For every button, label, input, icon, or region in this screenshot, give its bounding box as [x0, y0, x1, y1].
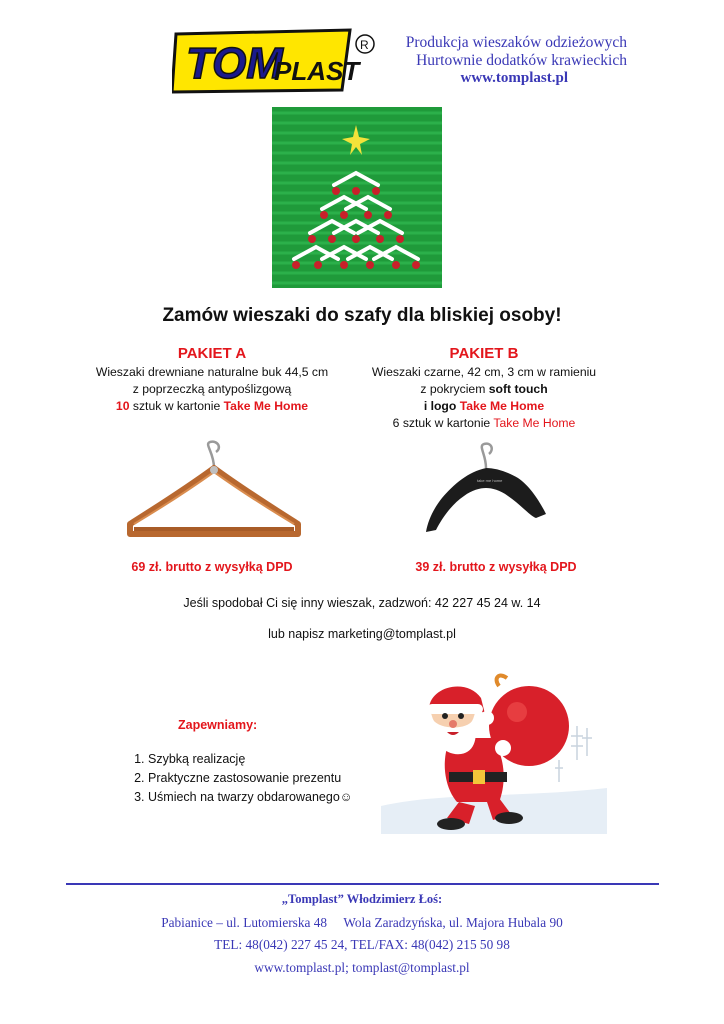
footer-company: „Tomplast” Włodzimierz Łoś:: [281, 892, 443, 906]
wooden-hanger-icon: [124, 438, 304, 542]
package-b-qty-text: 6 sztuk w kartonie: [392, 416, 494, 430]
package-b-desc-3: [334, 398, 634, 415]
assure-item: 3. Uśmiech na twarzy obdarowanego☺: [148, 788, 353, 807]
package-a: [62, 345, 362, 415]
footer-address: Pabianice – ul. Lutomierska 48 Wola Zaradzyńska, ul. Majora Hubala 90: [161, 915, 563, 930]
package-a-title: PAKIET A: [177, 345, 247, 362]
package-b-brand: Take Me Home: [459, 399, 545, 413]
header-tagline-1: Produkcja wieszaków odzieżowych: [405, 34, 627, 51]
header-tagline-2: Hurtownie dodatków krawieckich: [416, 52, 627, 69]
package-b-desc-2-prefix: z pokryciem: [420, 382, 489, 396]
tomplast-logo: [172, 26, 380, 94]
package-b-desc-3-prefix: i logo: [423, 399, 460, 413]
package-a-brand: Take Me Home: [223, 399, 309, 413]
package-a-desc-1: Wieszaki drewniane naturalne buk 44,5 cm: [95, 365, 329, 379]
package-b-desc-4: [334, 415, 634, 432]
package-b: [334, 345, 634, 432]
package-a-qty: 10: [115, 399, 130, 413]
assure-title: Zapewniamy:: [178, 718, 258, 732]
footer-divider: [66, 883, 659, 885]
package-a-desc-2: z poprzeczką antypoślizgową: [132, 382, 292, 396]
contact-phone-line: Jeśli spodobał Ci się inny wieszak, zadzwoń: 42 227 45 24 w. 14: [183, 596, 541, 610]
package-b-brand-2: Take Me Home: [493, 416, 576, 430]
footer-phone: TEL: 48(042) 227 45 24, TEL/FAX: 48(042) 215 50 98: [214, 937, 510, 952]
santa-illustration: [381, 656, 607, 834]
header-url[interactable]: www.tomplast.pl: [460, 70, 568, 86]
svg-text:take me home: take me home: [477, 478, 503, 483]
package-a-qty-text: sztuk w kartonie: [129, 399, 224, 413]
package-b-desc-2: [334, 381, 634, 398]
registered-mark: R: [360, 38, 369, 52]
logo-tom-text: TOM: [186, 39, 283, 88]
page-headline: Zamów wieszaki do szafy dla bliskiej osoby!: [162, 305, 562, 326]
contact-email-line[interactable]: lub napisz marketing@tomplast.pl: [268, 627, 456, 641]
package-a-price: 69 zł. brutto z wysyłką DPD: [131, 560, 293, 574]
package-b-title: PAKIET B: [449, 345, 519, 362]
black-hanger-icon: [420, 442, 550, 536]
package-b-desc-1: Wieszaki czarne, 42 cm, 3 cm w ramieniu: [371, 365, 597, 379]
package-a-desc-3: [62, 398, 362, 415]
footer-web[interactable]: www.tomplast.pl; tomplast@tomplast.pl: [254, 960, 470, 975]
package-b-price: 39 zł. brutto z wysyłką DPD: [415, 560, 577, 574]
package-b-soft-touch: soft touch: [488, 382, 548, 396]
assure-item: 2. Praktyczne zastosowanie prezentu: [148, 769, 353, 788]
assure-item: 1. Szybką realizację: [148, 750, 353, 769]
assure-list: [112, 750, 353, 807]
christmas-tree-hangers-image: [272, 107, 442, 288]
logo-plast-text: PLAST: [274, 56, 360, 86]
